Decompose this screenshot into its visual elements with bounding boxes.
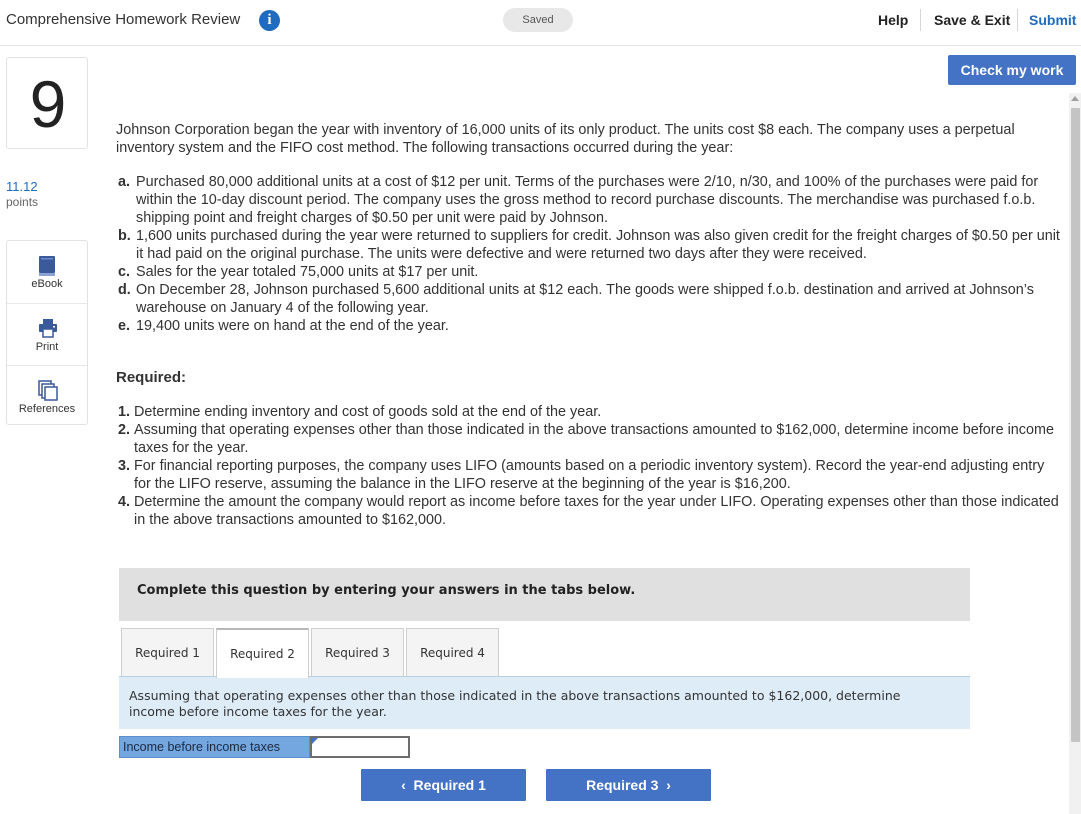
list-item-text: Sales for the year totaled 75,000 units at $17 per unit. [136,264,479,280]
submit-link[interactable]: Submit [1029,12,1077,28]
list-item-text: Purchased 80,000 additional units at a cost of $12 per unit. Terms of the purchases were 2/10, n/30, and 100% of the purchases were paid for within the 10-day discount period. The company uses the gross method to record purchase discounts. The merchandise was purchased f.o.b. shipping point and freight charges of $0.50 per unit were paid by Johnson. [136,174,1039,226]
printer-icon [38,318,58,343]
header-divider [920,9,921,31]
list-item-text: Assuming that operating expenses other than those indicated in the above transactions amounted to $162,000, determine income before income taxes for the year. [134,422,1054,456]
required-heading: Required: [116,369,187,386]
income-before-taxes-label: Income before income taxes [119,736,310,758]
points-label: points [6,195,39,209]
list-marker: b. [118,228,131,244]
print-label: Print [35,341,59,353]
next-button-label: Required 3 [586,777,659,793]
scrollbar-thumb[interactable] [1071,108,1080,742]
list-marker: 2. [118,422,131,438]
list-item [116,457,1060,493]
tab-required-2[interactable]: Required 2 [216,628,309,678]
list-marker: e. [118,318,131,334]
list-marker: 1. [118,404,131,420]
assignment-title: Comprehensive Homework Review [6,11,241,28]
header-divider [1017,9,1018,31]
list-item [116,317,1060,335]
check-my-work-button[interactable]: Check my work [948,55,1076,85]
points-value: 11.12 [6,179,38,194]
list-item-text: Determine ending inventory and cost of goods sold at the end of the year. [134,404,602,420]
list-item [116,173,1060,227]
tab-panel-prompt [119,676,970,729]
chevron-right-icon: › [666,777,671,793]
instruction-text: Complete this question by entering your answers in the tabs below. [137,583,636,598]
next-required-button[interactable] [546,769,711,801]
input-flag-icon [312,738,318,744]
help-link[interactable]: Help [878,12,909,28]
list-item [116,421,1060,457]
panel-prompt-text: Assuming that operating expenses other than those indicated in the above transactions amounted to $162,000, determine income before income taxes for the year. [129,688,901,719]
previous-required-button[interactable] [361,769,526,801]
saved-status-badge: Saved [503,8,573,32]
scroll-up-arrow-icon[interactable] [1071,96,1079,101]
list-marker: a. [118,174,131,190]
info-icon[interactable]: i [259,10,280,31]
list-item-text: On December 28, Johnson purchased 5,600 additional units at $12 each. The goods were shipped f.o.b. destination and arrived at Johnson’s warehouse on January 4 of the following year. [136,282,1034,316]
list-marker: c. [118,264,131,280]
tools-panel [6,240,88,425]
problem-intro: Johnson Corporation began the year with inventory of 16,000 units of its only product. The units cost $8 each. The company uses a perpetual inventory system and the FIFO cost method. The following transactions occurred during the year: [116,122,1015,156]
list-item-text: For financial reporting purposes, the company uses LIFO (amounts based on a periodic inventory system). Record the year-end adjusting entry for the LIFO reserve, assuming the balance in the LIFO reserve at the beginning of the year is $16,200. [134,458,1045,492]
list-item [116,281,1060,317]
save-exit-link[interactable]: Save & Exit [934,12,1011,28]
transaction-list [116,173,1060,335]
list-marker: 4. [118,494,131,510]
previous-button-label: Required 1 [413,777,486,793]
question-number-box [6,57,88,149]
ebook-button[interactable] [7,241,87,302]
list-item-text: 19,400 units were on hand at the end of the year. [136,318,449,334]
list-item [116,227,1060,263]
tab-required-3[interactable]: Required 3 [311,628,404,677]
print-button[interactable] [7,303,87,364]
ebook-label: eBook [31,278,63,290]
references-button[interactable] [7,365,87,426]
top-header [0,0,1081,46]
list-marker: d. [118,282,131,298]
question-number: 9 [29,67,67,141]
tab-required-1[interactable]: Required 1 [121,628,214,677]
income-before-taxes-input[interactable] [310,736,410,758]
list-item-text: 1,600 units purchased during the year were returned to suppliers for credit. Johnson was also given credit for the freight charges of $0.50 per unit it had paid on the original purchase. The units were defective and were returned two days after they were received. [136,228,1060,262]
chevron-left-icon: ‹ [401,777,406,793]
list-item-text: Determine the amount the company would report as income before taxes for the year under LIFO. Operating expenses other than those indicated in the above transactions amounted to $162,000. [134,494,1059,528]
references-label: References [18,403,76,415]
list-marker: 3. [118,458,131,474]
tab-required-4[interactable]: Required 4 [406,628,499,677]
list-item [116,263,1060,281]
list-item [116,493,1060,529]
question-content [116,121,1060,529]
requirements-list [116,403,1060,529]
list-item [116,403,1060,421]
instruction-bar [119,568,970,621]
